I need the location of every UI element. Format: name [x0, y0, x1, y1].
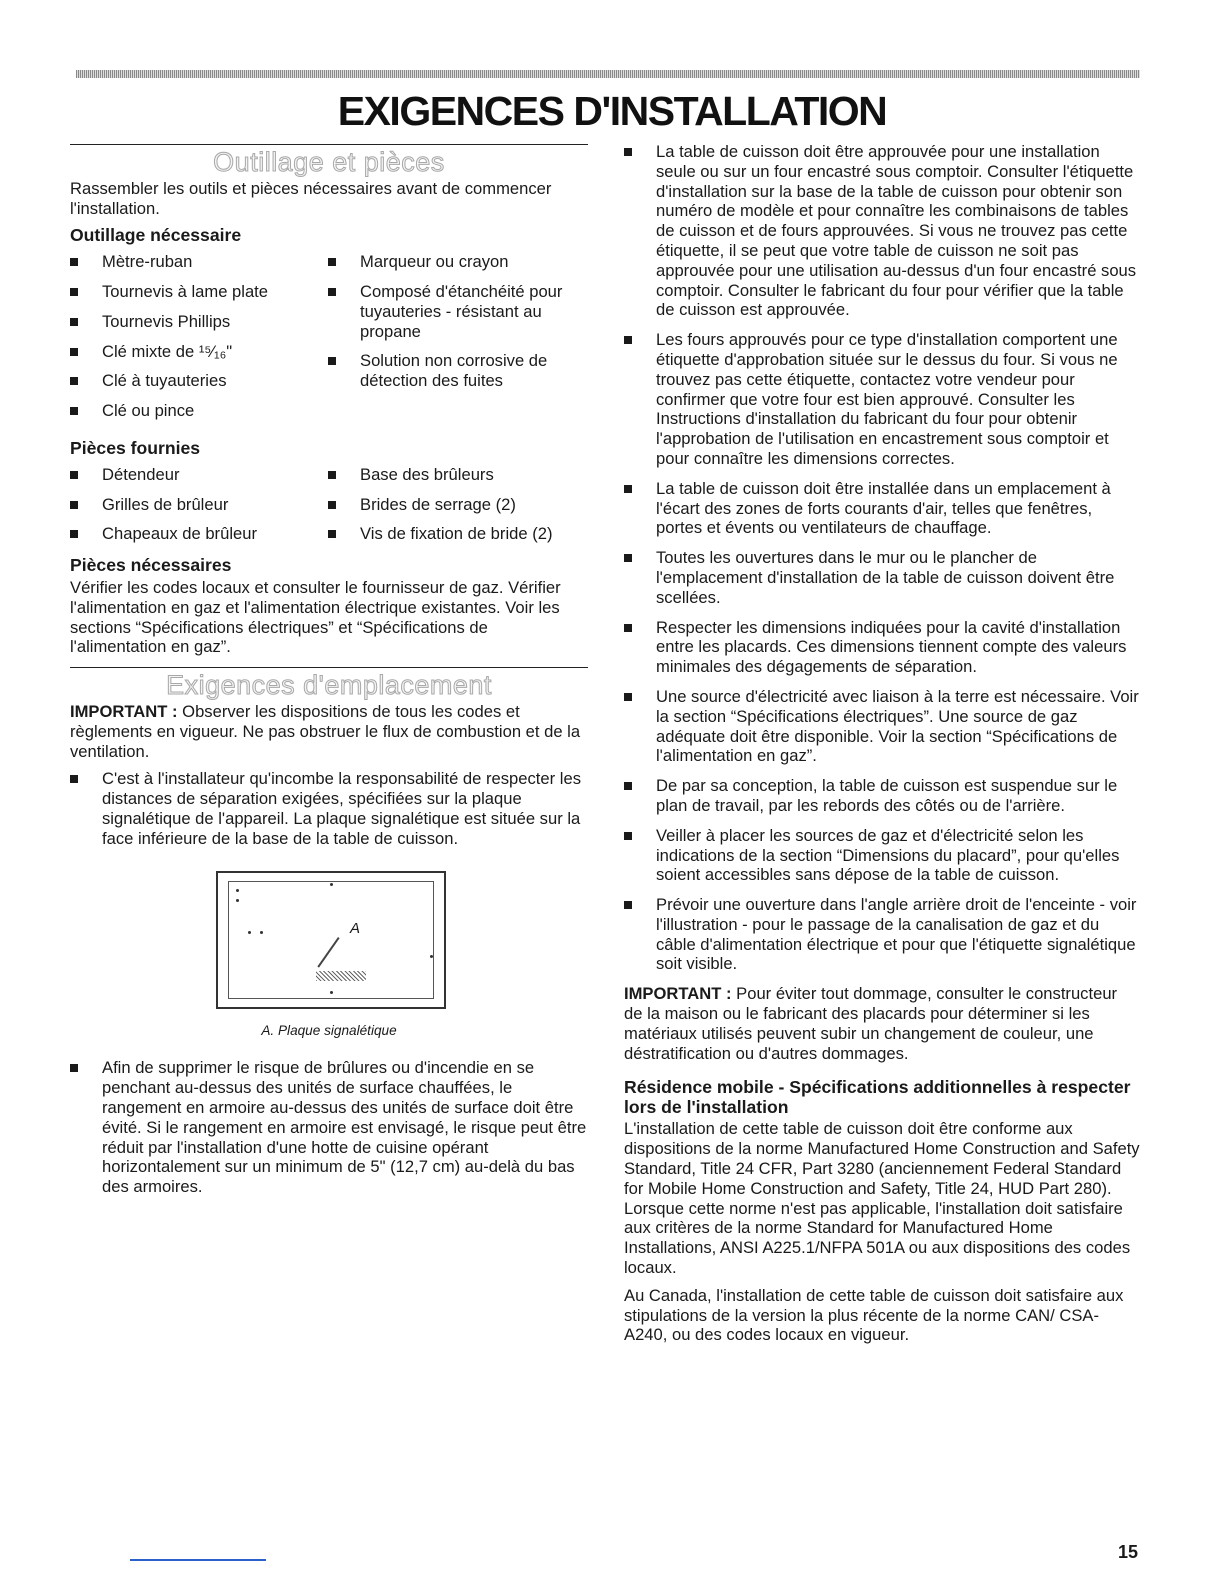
canada-paragraph: Au Canada, l'installation de cette table de cuisson doit satisfaire aux stipulations de la version la plus récente de la norme CAN/ CSA-A240, ou des codes locaux en vigueur.	[624, 1285, 1124, 1345]
bullet-square-icon	[70, 318, 78, 326]
bullet-square-icon	[624, 336, 632, 344]
bullet-square-icon	[70, 530, 78, 538]
list-item	[624, 548, 1140, 607]
bullet-square-icon	[624, 554, 632, 562]
bullet-square-icon	[624, 901, 632, 909]
list-item-text: Clé mixte de ¹⁵⁄₁₆"	[102, 341, 233, 361]
list-item	[70, 282, 328, 302]
bullet-square-icon	[328, 530, 336, 538]
needed-parts-text: Vérifier les codes locaux et consulter le fournisseur de gaz. Vérifier l'alimentation en gaz et l'alimentation électrique existantes. Voir les sections “Spécifications électriques” et “Spécifications de l'alimentation en gaz”.	[70, 577, 561, 657]
bullet-square-icon	[624, 148, 632, 156]
important-label: IMPORTANT :	[70, 701, 178, 721]
section-title-location: Exigences d'emplacement	[166, 670, 492, 701]
important-label: IMPORTANT :	[624, 984, 732, 1004]
list-item	[624, 618, 1140, 677]
installer-bullet-list	[70, 769, 588, 848]
list-item	[328, 465, 588, 485]
top-decorative-bar	[76, 70, 1140, 78]
bullet-square-icon	[328, 357, 336, 365]
list-item-text: Marqueur ou crayon	[360, 252, 509, 272]
diagram-dot	[330, 883, 333, 886]
list-item	[70, 495, 328, 515]
list-item	[328, 524, 588, 544]
list-item-text: Tournevis Phillips	[102, 311, 231, 331]
list-item	[624, 330, 1140, 469]
list-item	[70, 342, 328, 362]
list-item-text: Détendeur	[102, 464, 180, 484]
list-item-text: La table de cuisson doit être approuvée pour une installation seule ou sur un four encastré sous comptoir. Consulter l'étiquette d'installation sur la base de la table de cuisson pour obtenir son numéro de modèle et pour connaître les combinaisons de tables de cuisson et de fours approuvées. Si vous ne trouvez pas cette étiquette, il se peut que votre table de cuisson ne soit pas approuvée pour une utilisation au-dessus d'un four encastré sous comptoir. Consulter le fabricant du four pour vérifier que la table de cuisson est approuvée.	[656, 142, 1137, 320]
diagram-dot	[260, 931, 263, 934]
list-item-text: Grilles de brûleur	[102, 494, 229, 514]
list-item-text: La table de cuisson doit être installée dans un emplacement à l'écart des zones de forts courants d'air, telles que fenêtres, portes et évents ou ventilateurs de chauffage.	[656, 478, 1111, 538]
bullet-square-icon	[70, 348, 78, 356]
list-item-text: Clé ou pince	[102, 401, 195, 421]
list-item-text: Brides de serrage (2)	[360, 494, 516, 514]
bullet-square-icon	[624, 624, 632, 632]
list-item	[70, 524, 328, 544]
list-item-text: Les fours approuvés pour ce type d'installation comportent une étiquette d'approbation située sur le dessus du four. Si vous ne trouvez pas cette étiquette, contactez votre vendeur pour confirmer que votre four est bien approuvé. Consulter les Instructions d'installation du fabricant du four pour obtenir l'approbation de l'utilisation en encastrement sous comptoir et pour connaître les dimensions correctes.	[656, 330, 1118, 468]
bullet-square-icon	[624, 832, 632, 840]
list-item	[70, 1058, 588, 1197]
required-tools-heading: Outillage nécessaire	[70, 225, 242, 246]
bullet-square-icon	[328, 471, 336, 479]
diagram-dot	[236, 899, 239, 902]
needed-parts-heading: Pièces nécessaires	[70, 555, 232, 576]
location-requirements-list	[624, 142, 1140, 974]
list-item-text: Vis de fixation de bride (2)	[360, 524, 553, 544]
list-item	[328, 252, 588, 272]
list-item	[624, 895, 1140, 974]
rating-plate	[316, 971, 366, 981]
diagram-dot	[330, 991, 333, 994]
figure-caption: A. Plaque signalétique	[261, 1022, 397, 1038]
list-item	[328, 282, 588, 341]
list-item-text: Prévoir une ouverture dans l'angle arrière droit de l'enceinte - voir l'illustration - pour le passage de la canalisation de gaz et du câble d'alimentation électrique et pour que l'étiquette signalétique soit visible.	[656, 895, 1137, 974]
rating-plate-diagram	[216, 871, 446, 1009]
list-item-text: Base des brûleurs	[360, 464, 494, 484]
page-title: EXIGENCES D'INSTALLATION	[337, 88, 887, 134]
list-item	[70, 371, 328, 391]
bullet-square-icon	[624, 693, 632, 701]
bullet-square-icon	[70, 471, 78, 479]
tools-intro: Rassembler les outils et pièces nécessaires avant de commencer l'installation.	[70, 178, 552, 218]
list-item	[70, 401, 328, 421]
cooktop-base-outline	[228, 881, 434, 999]
section-title-tools: Outillage et pièces	[213, 147, 445, 177]
bullet-square-icon	[624, 782, 632, 790]
diagram-dot	[236, 889, 239, 892]
list-item	[624, 776, 1140, 816]
list-item-text: Veiller à placer les sources de gaz et d'électricité selon les indications de la section “Dimensions du placard”, pour qu'elles soient accessibles sans dépose de la table de cuisson.	[656, 825, 1120, 885]
callout-label-a: A	[350, 919, 361, 937]
list-item-text: Respecter les dimensions indiquées pour la cavité d'installation entre les placards. Ces dimensions tiennent compte des valeurs minimales des dégagements de séparation.	[656, 617, 1127, 677]
bullet-square-icon	[328, 501, 336, 509]
list-item	[624, 142, 1140, 320]
right-column	[624, 142, 1140, 1349]
fire-bullet-list	[70, 1058, 588, 1197]
list-item-text: Mètre-ruban	[102, 252, 193, 272]
mobile-home-heading: Résidence mobile - Spécifications additionnelles à respecter lors de l'installation	[624, 1077, 1131, 1118]
section-rule	[70, 667, 588, 668]
mobile-home-paragraph: L'installation de cette table de cuisson doit être conforme aux dispositions de la norme Manufactured Home Construction and Safety Standard, Title 24 CFR, Part 3280 (anciennement Federal Standard for Mobile Home Construction and Safety, Title 24, HUD Part 280). Lorsque cette norme n'est pas applicable, l'installation doit satisfaire aux critères de la norme Standard for Manufactured Home Installations, ANSI A225.1/NFPA 501A ou aux dispositions des codes locaux.	[624, 1119, 1140, 1278]
bullet-square-icon	[70, 258, 78, 266]
list-item	[70, 312, 328, 332]
diagram-dot	[430, 955, 433, 958]
page-number: 15	[1118, 1542, 1139, 1562]
list-item-text: Une source d'électricité avec liaison à la terre est nécessaire. Voir la section “Spécifications électriques”. Une source de gaz adéquate doit être disponible. Voir la section “Spécifications de l'alimentation en gaz”.	[656, 686, 1139, 766]
bullet-square-icon	[328, 258, 336, 266]
bullet-square-icon	[624, 485, 632, 493]
bullet-square-icon	[70, 501, 78, 509]
list-item-text: Composé d'étanchéité pour tuyauteries - résistant au propane	[360, 281, 563, 341]
diagram-dot	[248, 931, 251, 934]
important-note	[70, 702, 588, 761]
bullet-square-icon	[70, 288, 78, 296]
bullet-square-icon	[70, 407, 78, 415]
list-item-text: Solution non corrosive de détection des fuites	[360, 351, 548, 391]
list-item-text: Afin de supprimer le risque de brûlures ou d'incendie en se penchant au-dessus des unités de surface chauffées, le rangement en armoire au-dessus des unités de surface doit être évité. Si le rangement en armoire est envisagé, le risque peut être réduit par l'installation d'une hotte de cuisine opérant horizontalement sur un minimum de 5" (12,7 cm) au-delà du bas des armoires.	[102, 1058, 587, 1197]
list-item-text: Tournevis à lame plate	[102, 281, 269, 301]
bullet-square-icon	[70, 377, 78, 385]
list-item-text: Clé à tuyauteries	[102, 371, 227, 391]
list-item-text: Chapeaux de brûleur	[102, 524, 257, 544]
important-text: Observer les dispositions de tous les codes et règlements en vigueur. Ne pas obstruer le flux de combustion et de la ventilation.	[70, 701, 581, 761]
bullet-square-icon	[328, 288, 336, 296]
list-item-text: Toutes les ouvertures dans le mur ou le plancher de l'emplacement d'installation de la table de cuisson doivent être scellées.	[656, 548, 1115, 607]
list-item-text: C'est à l'installateur qu'incombe la responsabilité de respecter les distances de séparation exigées, spécifiées sur la plaque signalétique de l'appareil. La plaque signalétique est située sur la face inférieure de la base de la table de cuisson.	[102, 769, 581, 848]
section-rule	[70, 144, 588, 145]
left-column	[70, 144, 588, 1207]
list-item	[328, 495, 588, 515]
list-item	[70, 252, 328, 272]
list-item	[624, 826, 1140, 885]
list-item	[624, 687, 1140, 766]
list-item	[624, 479, 1140, 538]
footer-line	[130, 1559, 266, 1561]
important-text: Pour éviter tout dommage, consulter le constructeur de la maison ou le fabricant des placards pour déterminer si les matériaux utilisés peuvent subir un changement de couleur, une déstratification ou d'autres dommages.	[624, 984, 1118, 1063]
bullet-square-icon	[70, 1064, 78, 1072]
list-item	[70, 769, 588, 848]
important-note-2	[624, 984, 1140, 1063]
supplied-parts-heading: Pièces fournies	[70, 437, 201, 458]
list-item-text: De par sa conception, la table de cuisson est suspendue sur le plan de travail, par les rebords des côtés ou de l'arrière.	[656, 776, 1118, 815]
required-tools-list	[70, 252, 588, 431]
bullet-square-icon	[70, 775, 78, 783]
supplied-parts-list	[70, 465, 588, 554]
list-item	[70, 465, 328, 485]
list-item	[328, 351, 588, 391]
